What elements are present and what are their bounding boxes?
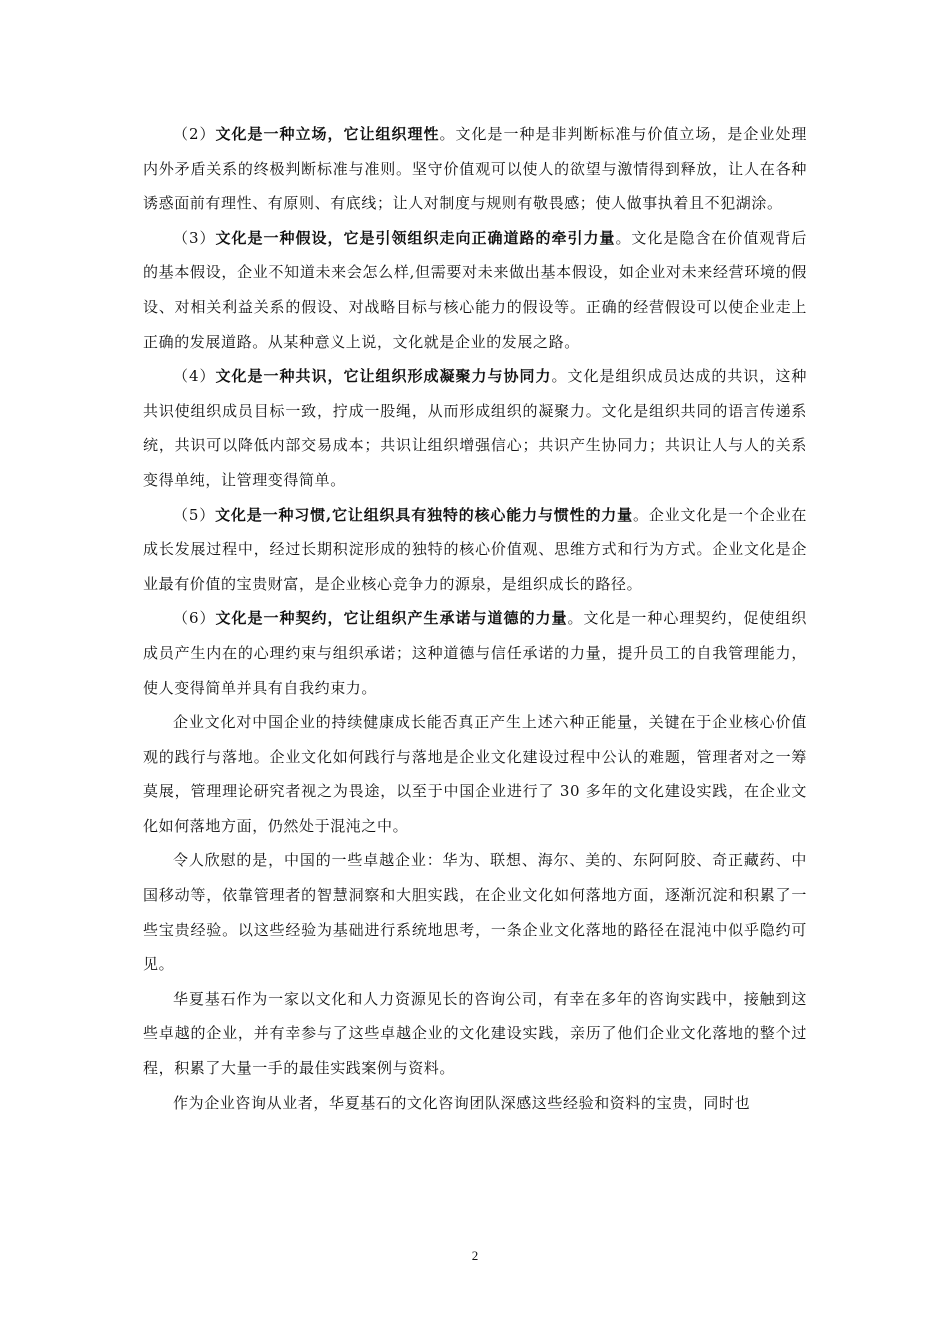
paragraph-text: 令人欣慰的是，中国的一些卓越企业：华为、联想、海尔、美的、东阿阿胶、奇正藏药、中国移动等，依靠管理者的智慧洞察和大胆实践，在企业文化如何落地方面，逐渐沉淀和积累了一些宝贵经验。以这些经验为基础进行系统地思考，一条企业文化落地的路径在混沌中似乎隐约可见。 <box>143 851 807 974</box>
paragraph-culture-contract <box>143 601 807 705</box>
paragraph-text: 。文化是一种心理契约，促使组织成员产生内在的心理约束与组织承诺；这种道德与信任承诺的力量，提升员工的自我管理能力，使人变得简单并具有自我约束力。 <box>143 609 807 697</box>
page-number: 2 <box>471 1248 479 1263</box>
paragraph-heading: 文化是一种共识，它让组织形成凝聚力与协同力 <box>215 367 552 386</box>
paragraph-culture-assumption <box>143 221 807 359</box>
paragraph-heading: 文化是一种习惯,它让组织具有独特的核心能力与惯性的力量 <box>215 505 633 524</box>
paragraph-text: 。企业文化是一个企业在成长发展过程中，经过长期积淀形成的独特的核心价值观、思维方式和行为方式。企业文化是企业最有价值的宝贵财富，是企业核心竞争力的源泉，是组织成长的路径。 <box>143 505 808 593</box>
paragraph-text: 。文化是一种是非判断标准与价值立场，是企业处理内外矛盾关系的终极判断标准与准则。坚守价值观可以使人的欲望与激情得到释放，让人在各种诱惑面前有理性、有原则、有底线；让人对制度与规则有敬畏感；使人做事执着且不犯湖涂。 <box>143 125 807 213</box>
paragraph-text: 华夏基石作为一家以文化和人力资源见长的咨询公司，有幸在多年的咨询实践中，接触到这些卓越的企业，并有幸参与了这些卓越企业的文化建设实践，亲历了他们企业文化落地的整个过程，积累了大量一手的最佳实践案例与资料。 <box>143 989 807 1078</box>
paragraph-huaxia-jishi <box>143 982 807 1086</box>
paragraph-text: 企业文化对中国企业的持续健康成长能否真正产生上述六种正能量，关键在于企业核心价值观的践行与落地。企业文化如何践行与落地是企业文化建设过程中公认的难题，管理者对之一筹莫展，管理理论研究者视之为畏途，以至于中国企业进行了 30 多年的文化建设实践，在企业文化如何落地方面，仍然处于混沌之中。 <box>143 713 807 835</box>
paragraph-consulting-team <box>143 1086 807 1121</box>
page-body <box>143 117 807 1120</box>
paragraph-culture-consensus <box>143 359 807 497</box>
paragraph-text: 作为企业咨询从业者，华夏基石的文化咨询团队深感这些经验和资料的宝贵，同时也 <box>173 1093 751 1112</box>
paragraph-heading: 文化是一种契约，它让组织产生承诺与道德的力量 <box>215 609 568 628</box>
paragraph-excellent-companies <box>143 843 807 981</box>
paragraph-number: （3） <box>173 228 216 247</box>
paragraph-culture-habit <box>143 498 807 602</box>
paragraph-heading: 文化是一种假设，它是引领组织走向正确道路的牵引力量 <box>215 228 616 247</box>
paragraph-number: （2） <box>173 125 216 143</box>
paragraph-number: （5） <box>173 505 216 524</box>
paragraph-culture-stance <box>143 117 807 221</box>
paragraph-heading: 文化是一种立场，它让组织理性 <box>215 125 440 143</box>
paragraph-number: （4） <box>173 367 216 386</box>
paragraph-text: 。文化是组织成员达成的共识，这种共识使组织成员目标一致，拧成一股绳，从而形成组织的凝聚力。文化是组织共同的语言传递系统，共识可以降低内部交易成本；共识让组织增强信心；共识产生协同力；共识让人与人的关系变得单纯，让管理变得简单。 <box>143 367 807 489</box>
paragraph-culture-landing <box>143 705 807 843</box>
paragraph-text: 。文化是隐含在价值观背后的基本假设，企业不知道未来会怎么样,但需要对未来做出基本假设，如企业对未来经营环境的假设、对相关利益关系的假设、对战略目标与核心能力的假设等。正确的经营假设可以使企业走上正确的发展道路。从某种意义上说，文化就是企业的发展之路。 <box>143 228 807 351</box>
paragraph-number: （6） <box>173 609 216 628</box>
